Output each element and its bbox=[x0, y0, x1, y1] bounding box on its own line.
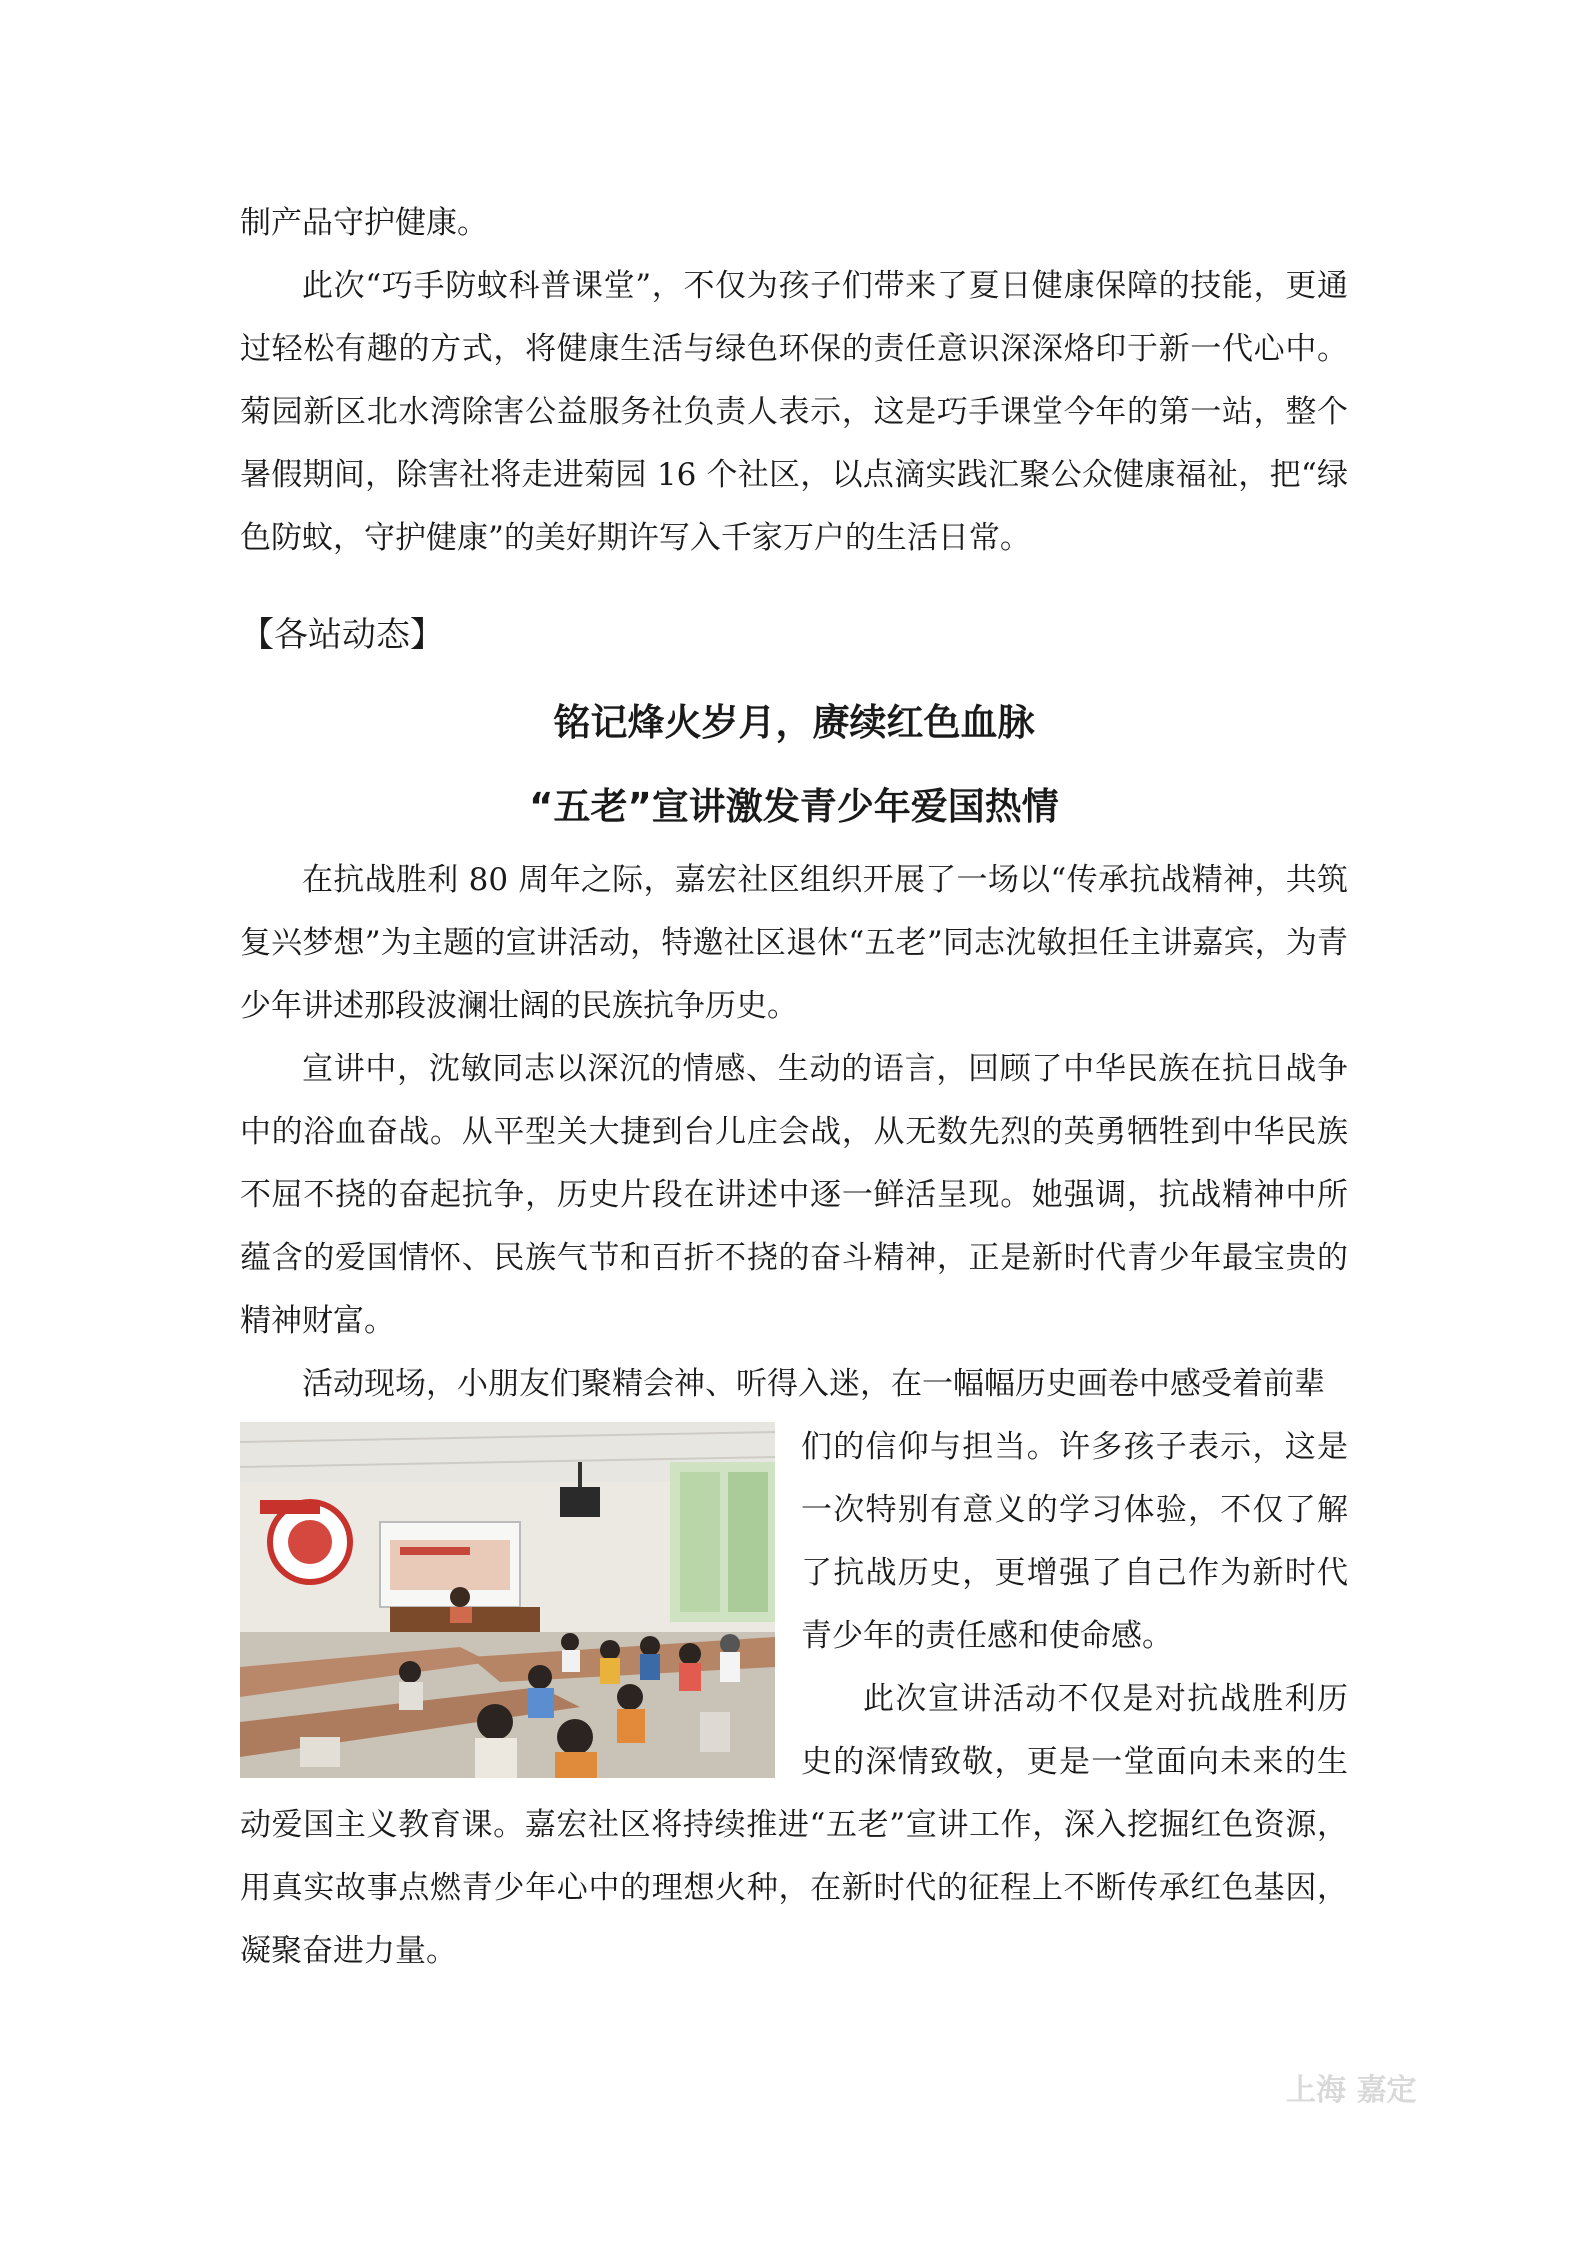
watermark-text: 上海 嘉定 bbox=[1286, 2073, 1417, 2108]
classroom-photo bbox=[240, 1422, 775, 1778]
paragraph-continued: 制产品守护健康。 bbox=[240, 205, 488, 241]
document-body bbox=[240, 192, 1348, 1983]
paragraph-scene-continued: 们的信仰与担当。许多孩子表示，这是一次特别有意义的学习体验，不仅了解了抗战历史，更增强了自己作为新时代青少年的责任感和使命感。 bbox=[801, 1429, 1348, 1654]
paragraph-summary: 此次“巧手防蚊科普课堂”，不仅为孩子们带来了夏日健康保障的技能，更通过轻松有趣的方式，将健康生活与绿色环保的责任意识深深烙印于新一代心中。菊园新区北水湾除害公益服务社负责人表示，这是巧手课堂今年的第一站，整个暑假期间，除害社将走进菊园 16 个社区，以点滴实践汇聚公众健康福祉，把“绿色防蚊，守护健康”的美好期许写入千家万户的生活日常。 bbox=[240, 268, 1348, 556]
article-headline-line1: 铭记烽火岁月，赓续红色血脉 bbox=[553, 701, 1035, 744]
paragraph-conclusion: 此次宣讲活动不仅是对抗战胜利历史的深情致敬，更是一堂面向未来的生动爱国主义教育课。嘉宏社区将持续推进“五老”宣讲工作，深入挖掘红色资源，用真实故事点燃青少年心中的理想火种，在新时代的征程上不断传承红色基因，凝聚奋进力量。 bbox=[240, 1681, 1348, 1969]
watermark-logo bbox=[1282, 2058, 1472, 2118]
paragraph-lecture: 宣讲中，沈敏同志以深沉的情感、生动的语言，回顾了中华民族在抗日战争中的浴血奋战。从平型关大捷到台儿庄会战，从无数先烈的英勇牺牲到中华民族不屈不挠的奋起抗争，历史片段在讲述中逐一鲜活呈现。她强调，抗战精神中所蕴含的爱国情怀、民族气节和百折不挠的奋斗精神，正是新时代青少年最宝贵的精神财富。 bbox=[240, 1051, 1348, 1339]
section-title: 【各站动态】 bbox=[240, 615, 444, 655]
paragraph-intro: 在抗战胜利 80 周年之际，嘉宏社区组织开展了一场以“传承抗战精神，共筑复兴梦想”为主题的宣讲活动，特邀社区退休“五老”同志沈敏担任主讲嘉宾，为青少年讲述那段波澜壮阔的民族抗争历史。 bbox=[240, 862, 1348, 1024]
paragraph-scene-start: 活动现场，小朋友们聚精会神、听得入迷，在一幅幅历史画卷中感受着前辈 bbox=[302, 1366, 1325, 1402]
article-headline-line2: “五老”宣讲激发青少年爱国热情 bbox=[529, 785, 1059, 828]
